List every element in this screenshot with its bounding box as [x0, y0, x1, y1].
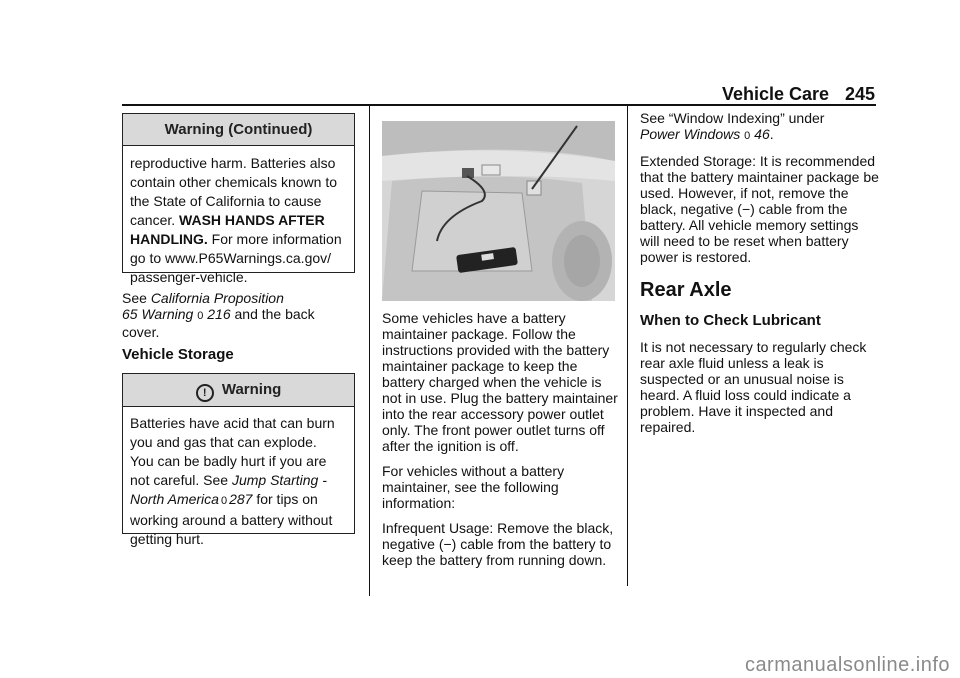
trunk-illustration: [382, 121, 615, 301]
jump-starting-link-cont[interactable]: North America: [130, 491, 219, 507]
arrow-icon: 0: [197, 310, 204, 322]
text-line: HANDLING. For more information: [130, 231, 342, 247]
page-ref[interactable]: 216: [207, 306, 231, 322]
vehicle-storage-heading: Vehicle Storage: [122, 346, 234, 363]
column-2-text: [382, 310, 620, 577]
warning-continued-text: [123, 146, 354, 287]
rear-axle-heading: Rear Axle: [640, 279, 732, 301]
warning-text: Batteries have acid that can burn you and gas that can explode. You can be badly hurt if you are not careful. See Jump Starting - North America 0 287 for tips on working around a battery without getting hurt.: [130, 415, 335, 547]
watermark: carmanualsonline.info: [744, 654, 950, 676]
column-divider-1: [369, 106, 370, 596]
proposition-link[interactable]: California Proposition: [150, 290, 284, 306]
page-ref[interactable]: 287: [229, 491, 253, 507]
warning-continued-title: Warning (Continued): [123, 114, 354, 146]
column-3-text: [640, 110, 880, 444]
arrow-icon: 0: [220, 495, 228, 507]
power-windows-link[interactable]: Power Windows: [640, 126, 741, 142]
battery-maintainer-photo: [382, 121, 615, 301]
text-line: reproductive harm. Batteries also: [130, 155, 336, 171]
text-line: cancer. WASH HANDS AFTER: [130, 212, 325, 228]
section-title: Vehicle Care: [722, 84, 830, 104]
paragraph: It is not necessary to regularly check rear axle fluid unless a leak is suspected or an unusual noise is heard. A fluid loss could indicate a problem. Have it inspected and repaired.: [640, 339, 867, 435]
when-to-check-heading: When to Check Lubricant: [640, 312, 821, 329]
page-ref[interactable]: 46: [754, 126, 770, 142]
warning-continued-box: [122, 113, 355, 285]
column-divider-2: [627, 106, 628, 586]
paragraph: Infrequent Usage: Remove the black, negative (−) cable from the battery to keep the battery from running down.: [382, 520, 614, 568]
text-line: passenger-vehicle.: [130, 269, 248, 285]
arrow-icon: 0: [744, 130, 751, 142]
warning-title: ! Warning: [123, 374, 354, 407]
header-rule: [122, 104, 876, 106]
paragraph: Extended Storage: It is recommended that the battery maintainer package be used. However, if not, remove the black, negative (−) cable from the battery. All vehicle memory settings will need to be reset when battery power is restored.: [640, 153, 879, 265]
text-line: go to www.P65Warnings.ca.gov/: [130, 250, 332, 266]
text-line: contain other chemicals known to: [130, 174, 337, 190]
see-reference: See California Proposition 65 Warning 0 216 and the back cover.: [122, 290, 315, 340]
warning-icon: !: [196, 384, 214, 402]
text-line: the State of California to cause: [130, 193, 322, 209]
proposition-link-cont[interactable]: 65 Warning: [122, 306, 194, 322]
jump-starting-link[interactable]: Jump Starting -: [231, 472, 327, 488]
page-number: 245: [845, 84, 876, 104]
paragraph: Some vehicles have a battery maintainer package. Follow the instructions provided with the battery maintainer package to keep the battery charged when the vehicle is not in use. Plug the battery maintainer into the rear accessory power outlet only. The front power outlet turns off after the ignition is off.: [382, 310, 618, 454]
window-indexing-ref: See “Window Indexing” under Power Windows 0 46.: [640, 110, 825, 142]
warning-box: [122, 373, 355, 547]
paragraph: For vehicles without a battery maintainer, see the following information:: [382, 463, 565, 511]
